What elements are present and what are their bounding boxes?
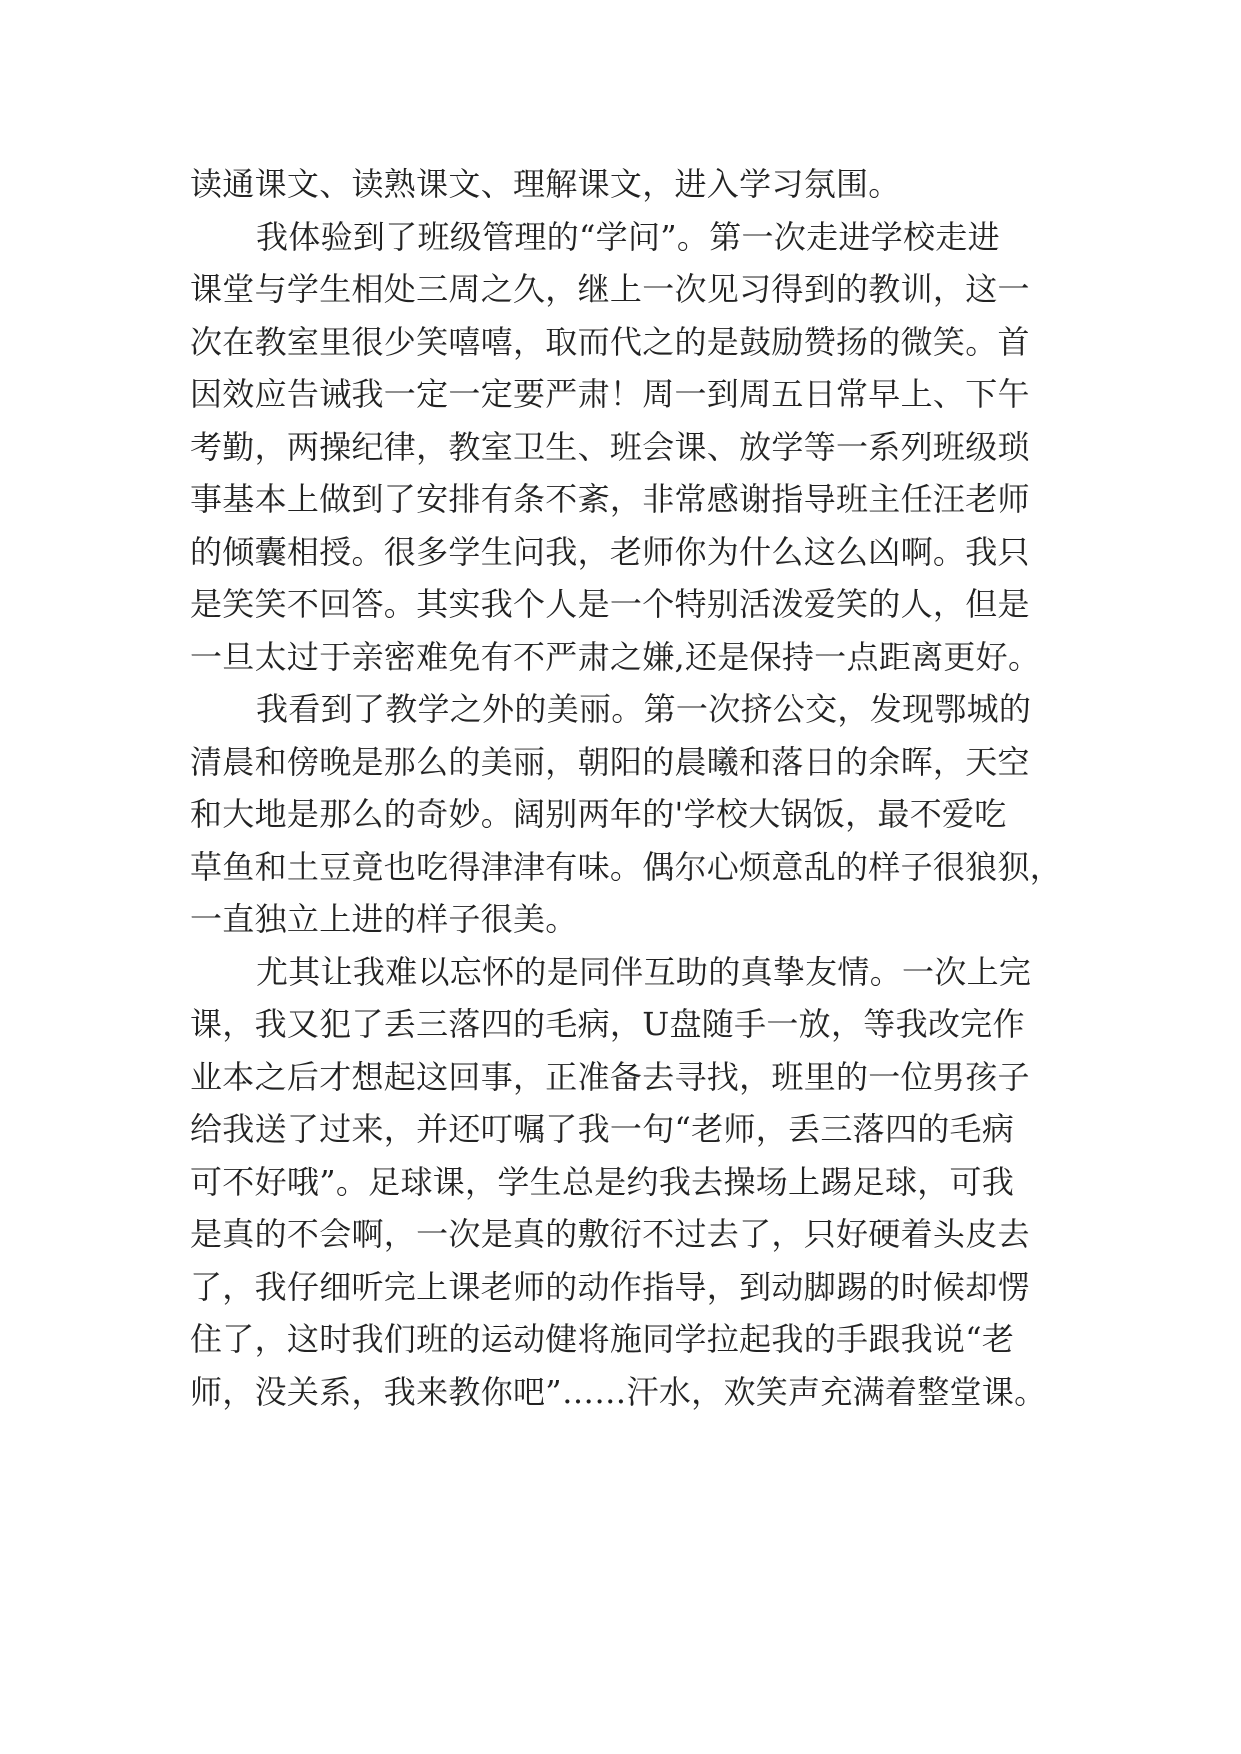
body-text [190, 158, 1063, 1418]
text-line: 课，我又犯了丢三落四的毛病，U盘随手一放，等我改完作 [190, 1005, 1025, 1043]
text-line: 因效应告诫我一定一定要严肃！周一到周五日常早上、下午 [190, 375, 1030, 413]
paragraph-3 [190, 683, 1063, 946]
text-line: 给我送了过来，并还叮嘱了我一句“老师，丢三落四的毛病 [190, 1110, 1015, 1148]
text-line: 师，没关系，我来教你吧”……汗水，欢笑声充满着整堂课。 [190, 1372, 1047, 1411]
paragraph-4 [190, 946, 1060, 1419]
text-line: 我体验到了班级管理的“学问”。第一次走进学校走进 [256, 217, 1000, 256]
text-line: 一直独立上进的样子很美。 [190, 900, 578, 938]
text-line: 一旦太过于亲密难免有不严肃之嫌,还是保持一点距离更好。 [190, 637, 1041, 676]
text-line: 业本之后才想起这回事，正准备去寻找，班里的一位男孩子 [190, 1057, 1030, 1096]
text-line: 可不好哦”。足球课，学生总是约我去操场上踢足球，可我 [190, 1162, 1015, 1201]
text-line: 和大地是那么的奇妙。阔别两年的'学校大锅饭，最不爱吃 [190, 795, 1007, 833]
text-line: 课堂与学生相处三周之久，继上一次见习得到的教训，这一 [190, 270, 1030, 308]
text-line: 了，我仔细听完上课老师的动作指导，到动脚踢的时候却愣 [190, 1267, 1030, 1306]
text-line: 读通课文、读熟课文、理解课文，进入学习氛围。 [190, 165, 901, 203]
text-line: 是笑笑不回答。其实我个人是一个特别活泼爱笑的人，但是 [190, 585, 1030, 623]
text-line: 尤其让我难以忘怀的是同伴互助的真挚友情。一次上完 [256, 952, 1032, 991]
paragraph-2 [190, 211, 1060, 684]
text-line: 考勤，两操纪律，教室卫生、班会课、放学等一系列班级琐 [190, 427, 1030, 466]
text-line: 次在教室里很少笑嘻嘻，取而代之的是鼓励赞扬的微笑。首 [190, 322, 1030, 361]
text-line: 草鱼和土豆竟也吃得津津有味。偶尔心烦意乱的样子很狼狈， [190, 847, 1063, 886]
paragraph-1 [190, 158, 1060, 211]
text-line: 住了，这时我们班的运动健将施同学拉起我的手跟我说“老 [190, 1320, 1015, 1358]
text-line: 清晨和傍晚是那么的美丽，朝阳的晨曦和落日的余晖，天空 [190, 742, 1030, 781]
text-line: 是真的不会啊，一次是真的敷衍不过去了，只好硬着头皮去 [190, 1215, 1030, 1253]
text-line: 我看到了教学之外的美丽。第一次挤公交，发现鄂城的 [256, 690, 1032, 728]
text-line: 事基本上做到了安排有条不紊，非常感谢指导班主任汪老师 [190, 480, 1030, 518]
text-line: 的倾囊相授。很多学生问我，老师你为什么这么凶啊。我只 [190, 532, 1030, 571]
